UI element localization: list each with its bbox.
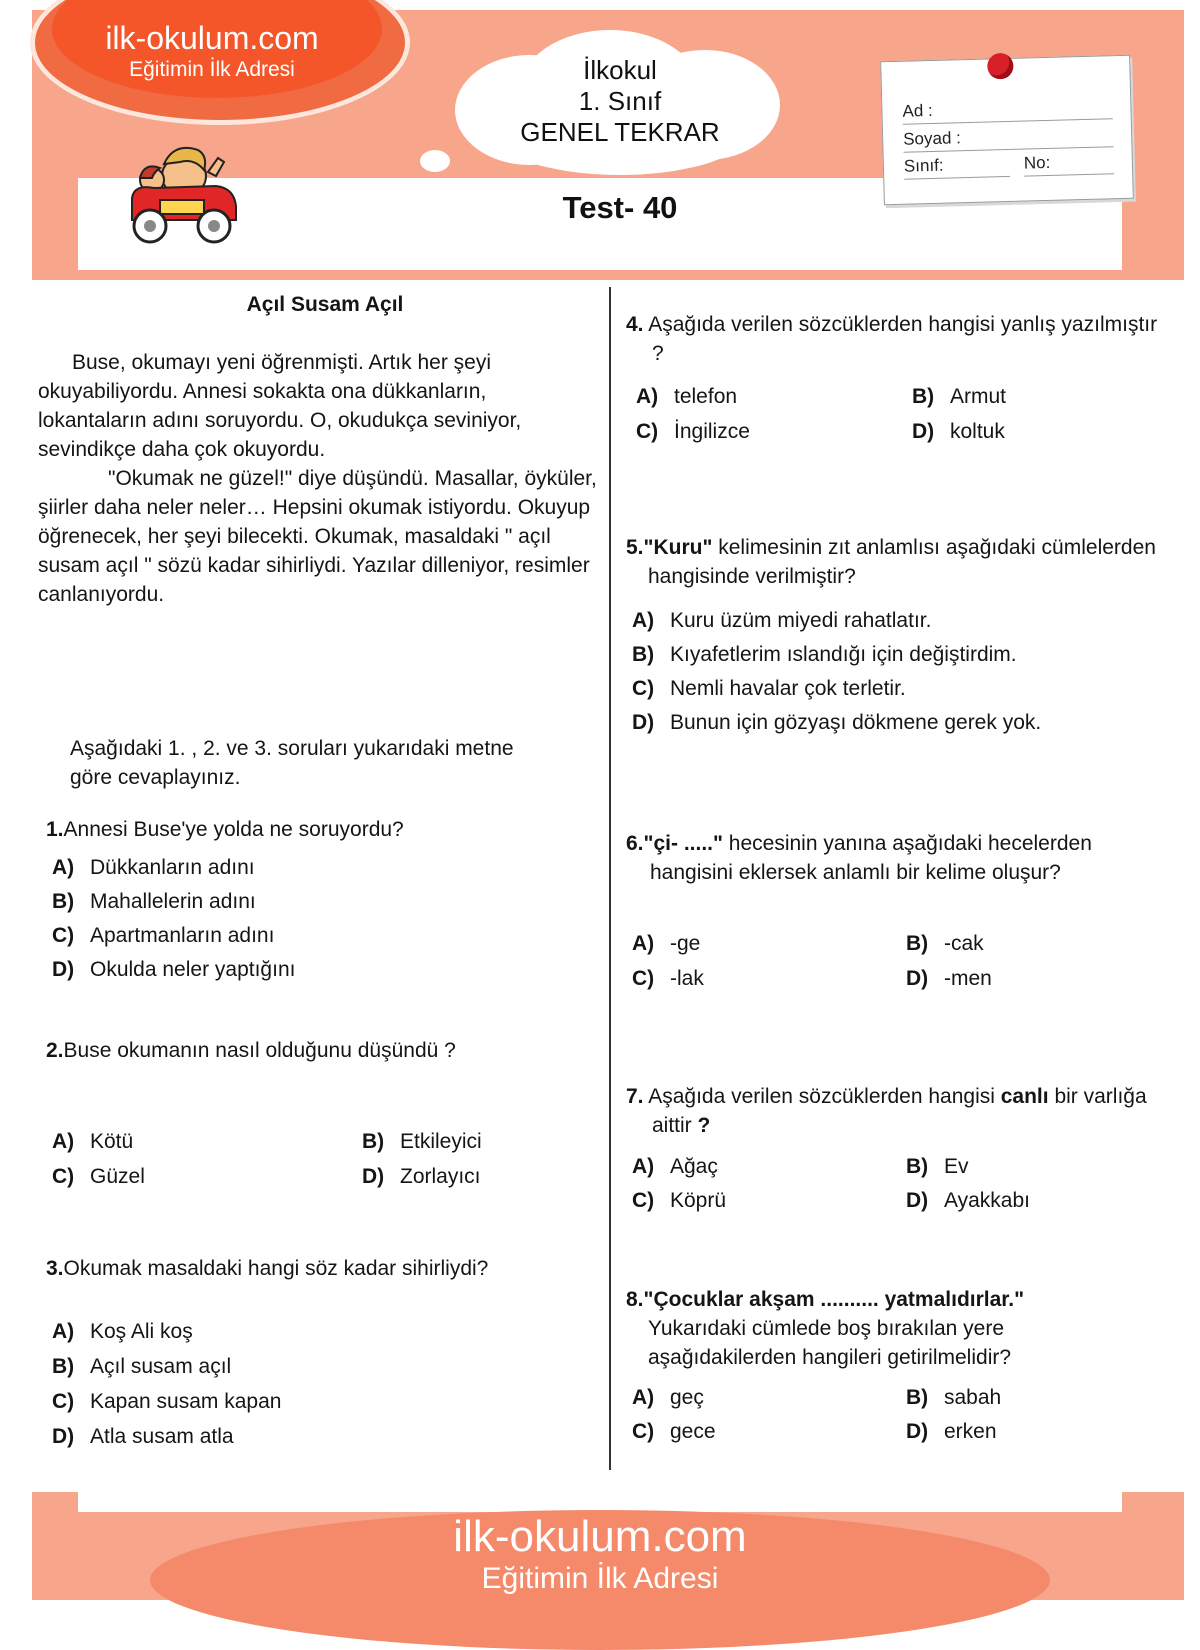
question-4: [626, 310, 1172, 368]
logo-site-name: ilk-okulum.com: [105, 20, 319, 56]
question-text: Aşağıda verilen sözcüklerden hangisi yanlış yazılmıştır ?: [648, 313, 1158, 365]
q3-option-a[interactable]: A) Koş Ali koş: [52, 1320, 193, 1343]
question-text: kelimesinin zıt anlamlısı aşağıdaki cümlelerden hangisinde verilmiştir?: [648, 536, 1156, 588]
question-number: 3.: [46, 1257, 64, 1280]
q3-option-b[interactable]: B) Açıl susam açıl: [52, 1355, 232, 1378]
q2-option-d[interactable]: D) Zorlayıcı: [362, 1165, 481, 1188]
q2-option-a[interactable]: A) Kötü: [52, 1130, 134, 1153]
question-keyword: "Kuru": [643, 536, 713, 559]
q6-option-d[interactable]: D) -men: [906, 967, 992, 990]
question-2: [46, 1036, 586, 1065]
q4-option-b[interactable]: B) Armut: [912, 385, 1007, 408]
q6-option-a[interactable]: A) -ge: [632, 932, 701, 955]
question-mark: ?: [697, 1114, 711, 1137]
question-text: Yukarıdaki cümlede boş bırakılan yere aşağıdakilerden hangileri getirilmelidir?: [648, 1317, 1012, 1369]
question-1: [46, 815, 586, 844]
question-number: 5.: [626, 536, 644, 559]
footer-slogan: Eğitimin İlk Adresi: [481, 1562, 719, 1595]
question-5: [626, 533, 1168, 591]
reading-paragraph-2: "Okumak ne güzel!" diye düşündü. Masallar, öyküler, şiirler daha neler neler… Hepsini okumak istiyordu. Okuyup öğrenecek, her şeyi bilecekti. Okumak, masaldaki " açıl susam açıl " sözü kadar sihirliydi. Yazılar dilleniyor, resimler canlanıyordu.: [38, 467, 597, 606]
question-keyword: canlı: [1000, 1085, 1049, 1108]
q5-option-d[interactable]: D) Bunun için gözyaşı dökmene gerek yok.: [632, 711, 1042, 734]
question-6: [626, 829, 1130, 887]
q6-option-c[interactable]: C) -lak: [632, 967, 704, 990]
question-text: Aşağıda verilen sözcüklerden hangisi: [648, 1085, 1001, 1108]
q2-option-c[interactable]: C) Güzel: [52, 1165, 145, 1188]
subject-label: GENEL TEKRAR: [520, 117, 720, 147]
q7-option-b[interactable]: B) Ev: [906, 1155, 969, 1178]
q1-option-d[interactable]: D) Okulda neler yaptığını: [52, 958, 296, 981]
logo-slogan: Eğitimin İlk Adresi: [129, 58, 295, 81]
q3-option-c[interactable]: C) Kapan susam kapan: [52, 1390, 282, 1413]
q7-option-d[interactable]: D) Ayakkabı: [906, 1189, 1030, 1212]
class-label: Sınıf:: [903, 155, 944, 176]
student-info-card: [880, 55, 1134, 205]
q5-option-b[interactable]: B) Kıyafetlerim ıslandığı için değiştirdim.: [632, 643, 1017, 666]
question-number: 1.: [46, 818, 64, 841]
q7-option-c[interactable]: C) Köprü: [632, 1189, 727, 1212]
q8-option-d[interactable]: D) erken: [906, 1420, 997, 1443]
reading-title: Açıl Susam Açıl: [246, 293, 404, 316]
question-text: Okumak masaldaki hangi söz kadar sihirliydi?: [63, 1257, 489, 1280]
question-sentence: "Çocuklar akşam .......... yatmalıdırlar.": [643, 1288, 1025, 1311]
question-text: Annesi Buse'ye yolda ne soruyordu?: [63, 818, 404, 841]
q6-option-b[interactable]: B) -cak: [906, 932, 984, 955]
number-label: No:: [1023, 152, 1051, 173]
footer-site-name: ilk-okulum.com: [453, 1512, 747, 1561]
q1-option-c[interactable]: C) Apartmanların adını: [52, 924, 275, 947]
q8-option-c[interactable]: C) gece: [632, 1420, 716, 1443]
test-title: Test- 40: [562, 190, 678, 225]
q8-option-a[interactable]: A) geç: [632, 1386, 704, 1409]
number-field[interactable]: [1024, 151, 1115, 176]
q7-option-a[interactable]: A) Ağaç: [632, 1155, 718, 1178]
q3-option-d[interactable]: D) Atla susam atla: [52, 1425, 234, 1448]
class-field[interactable]: [904, 154, 1011, 180]
reading-instruction: Aşağıdaki 1. , 2. ve 3. soruları yukarıdaki metne göre cevaplayınız.: [70, 737, 514, 789]
question-number: 4.: [626, 313, 644, 336]
question-number: 8.: [626, 1288, 644, 1311]
column-divider: [609, 287, 611, 1470]
question-8: [626, 1285, 1126, 1372]
question-3: [46, 1254, 606, 1283]
q5-option-c[interactable]: C) Nemli havalar çok terletir.: [632, 677, 906, 700]
grade-label: 1. Sınıf: [578, 86, 662, 116]
q4-option-c[interactable]: C) İngilizce: [636, 420, 750, 443]
name-field[interactable]: [902, 96, 1113, 124]
q4-option-a[interactable]: A) telefon: [636, 385, 738, 408]
question-number: 6.: [626, 832, 644, 855]
question-text-end: bir varlığa aittir: [652, 1085, 1147, 1137]
pushpin-icon: [987, 53, 1014, 80]
car-kids-illustration: [124, 128, 242, 250]
q1-option-a[interactable]: A) Dükkanların adını: [52, 856, 255, 879]
q5-option-a[interactable]: A) Kuru üzüm miyedi rahatlatır.: [632, 609, 932, 632]
level-label: İlkokul: [583, 55, 657, 85]
surname-label: Soyad :: [902, 128, 962, 149]
q4-option-d[interactable]: D) koltuk: [912, 420, 1005, 443]
name-label: Ad :: [902, 100, 933, 121]
question-number: 2.: [46, 1039, 64, 1062]
footer-white-area: [78, 1492, 1122, 1512]
question-text: Buse okumanın nasıl olduğunu düşündü ?: [63, 1039, 456, 1062]
reading-paragraph-1: Buse, okumayı yeni öğrenmişti. Artık her şeyi okuyabiliyordu. Annesi sokakta ona dükkanların, lokantaların adını soruyordu. O, okudukça seviniyor, sevindikçe daha çok okuyordu.: [38, 351, 522, 461]
q1-option-b[interactable]: B) Mahallelerin adını: [52, 890, 256, 913]
question-text: hecesinin yanına aşağıdaki hecelerden hangisini eklersek anlamlı bir kelime oluşur?: [650, 832, 1092, 884]
q2-option-b[interactable]: B) Etkileyici: [362, 1130, 482, 1153]
question-keyword: "çi- .....": [643, 832, 723, 855]
question-number: 7.: [626, 1085, 644, 1108]
q8-option-b[interactable]: B) sabah: [906, 1386, 1002, 1409]
question-7: [626, 1082, 1192, 1140]
test-heading: [480, 55, 760, 148]
surname-field[interactable]: [903, 124, 1114, 152]
